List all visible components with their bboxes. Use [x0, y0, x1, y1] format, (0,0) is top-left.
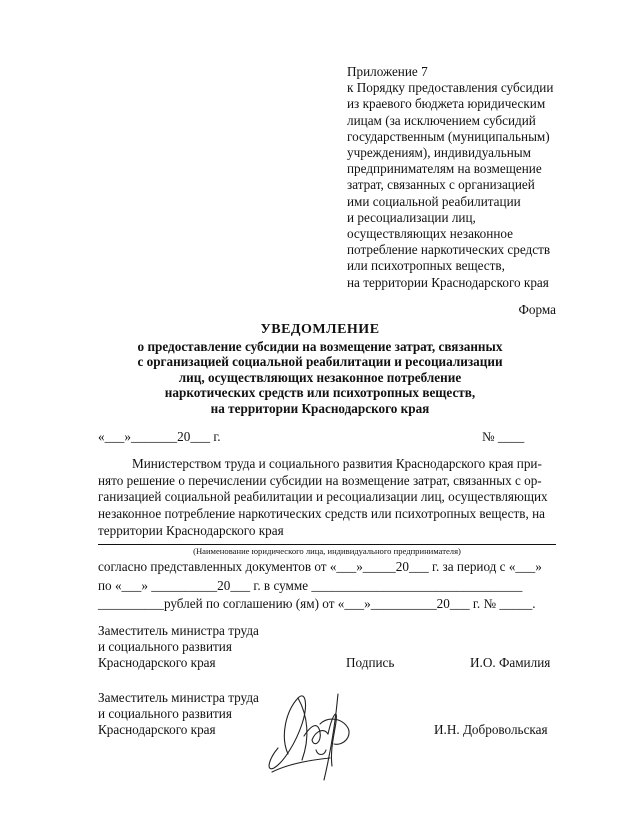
- signature-label: Подпись: [346, 655, 395, 670]
- org-name-caption: (Наименование юридического лица, индивидуального предпринимателя): [193, 546, 461, 556]
- fill-line: __________рублей по соглашению (ям) от «___»__________20___ г. № _____.: [98, 596, 536, 611]
- body-line: территории Краснодарского края: [98, 522, 284, 538]
- title-line: с организацией социальной реабилитации и ресоциализации: [137, 354, 503, 370]
- annex-line: и ресоциализации лиц,: [347, 209, 476, 225]
- signer-1-name: И.О. Фамилия: [470, 655, 551, 670]
- annex-line: Приложение 7: [347, 64, 428, 79]
- signer-line: Краснодарского края: [98, 722, 216, 738]
- title-line: на территории Краснодарского края: [210, 400, 430, 416]
- annex-line: потребление наркотических средств: [347, 242, 551, 258]
- annex-line: лицам (за исключением субсидий: [347, 112, 536, 128]
- annex-block: [347, 64, 577, 291]
- annex-line: к Порядку предоставления субсидии: [347, 80, 554, 96]
- annex-line: ими социальной реабилитации: [347, 193, 521, 209]
- body-paragraph: [98, 456, 556, 540]
- handwritten-signature: [258, 676, 358, 788]
- annex-line: затрат, связанных с организацией: [347, 177, 535, 193]
- title-line: о предоставление субсидии на возмещение затрат, связанных: [137, 338, 503, 354]
- annex-line: осуществляющих незаконное: [347, 226, 513, 242]
- signer-2-name: И.Н. Добровольская: [434, 722, 548, 737]
- annex-line: или психотропных веществ,: [347, 258, 505, 274]
- signer-2-position: [98, 690, 259, 739]
- fill-line: по «___» __________20___ г. в сумме ________________________________: [98, 578, 523, 593]
- body-line: незаконное потребление наркотических средств или психотропных веществ, на: [98, 506, 546, 522]
- title-line: наркотических средств или психотропных веществ,: [164, 385, 476, 401]
- signer-1-position: [98, 623, 259, 672]
- annex-line: предпринимателям на возмещение: [347, 161, 542, 177]
- signer-line: Заместитель министра труда: [98, 690, 259, 705]
- signer-line: и социального развития: [98, 639, 232, 655]
- title-line: лиц, осуществляющих незаконное потребление: [178, 369, 462, 385]
- annex-line: учреждениям), индивидуальным: [347, 145, 531, 161]
- document-title: [0, 322, 640, 417]
- signer-line: и социального развития: [98, 706, 232, 722]
- annex-line: из краевого бюджета юридическим: [347, 96, 546, 112]
- date-line: «___»_______20___ г.: [98, 429, 221, 444]
- number-line: № ____: [482, 429, 525, 444]
- annex-line: государственным (муниципальным): [347, 128, 550, 144]
- fill-line: согласно представленных документов от «___»_____20___ г. за период с «___»: [98, 559, 542, 574]
- signer-line: Краснодарского края: [98, 655, 216, 671]
- form-label: Форма: [518, 302, 556, 317]
- body-line: Министерством труда и социального развития Краснодарского края при-: [132, 456, 542, 471]
- annex-line: на территории Краснодарского края: [347, 274, 549, 290]
- title-heading: УВЕДОМЛЕНИЕ: [260, 322, 380, 337]
- org-name-underline: [98, 544, 556, 545]
- body-line: ганизацией социальной реабилитации и ресоциализации лиц, осуществляющих: [98, 489, 548, 505]
- body-line: нято решение о перечислении субсидии на возмещение затрат, связанных с ор-: [98, 472, 542, 488]
- signer-line: Заместитель министра труда: [98, 623, 259, 638]
